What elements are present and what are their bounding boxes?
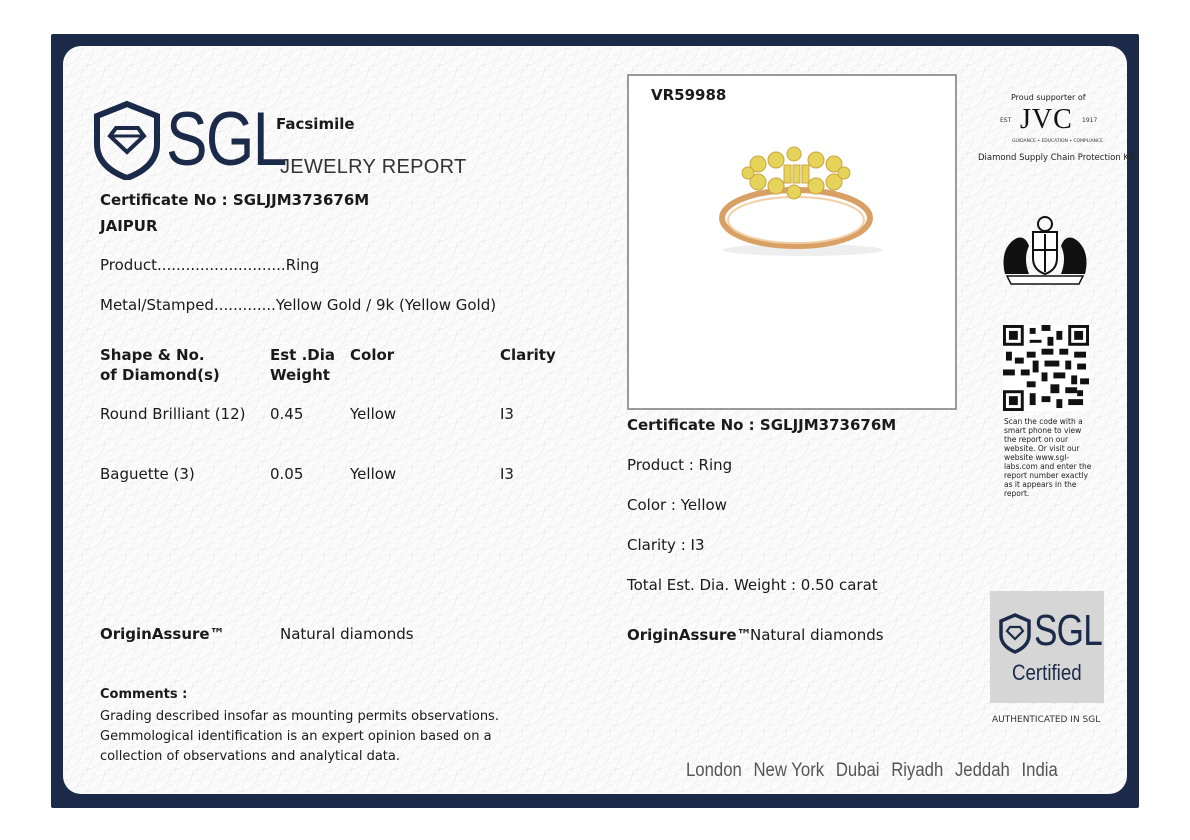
jvc-kit-text: Diamond Supply Chain Protection Kit <box>978 153 1135 163</box>
certificate-number-right: Certificate No : SGLJJM373676M <box>627 416 897 434</box>
certificate-number-left: Certificate No : SGLJJM373676M <box>100 191 370 209</box>
ring-image-icon <box>698 140 908 260</box>
header-weight: Est .Dia Weight <box>270 346 335 384</box>
comments-label: Comments : <box>100 687 188 702</box>
report-title: JEWELRY REPORT <box>280 156 467 178</box>
jvc-year: 1917 <box>1082 117 1098 124</box>
coat-of-arms-icon <box>995 214 1095 286</box>
table-row-2-weight: 0.05 <box>270 465 304 483</box>
total-weight-detail: Total Est. Dia. Weight : 0.50 carat <box>627 576 878 594</box>
product-line: Product...........................Ring <box>100 256 320 274</box>
certified-label: Certified <box>1012 660 1082 685</box>
origin-assure-value-left: Natural diamonds <box>280 625 414 643</box>
qr-code-icon[interactable] <box>1003 325 1089 411</box>
supporter-text: Proud supporter of <box>1011 93 1086 102</box>
table-row-1-clarity: I3 <box>500 405 514 423</box>
city-dubai: Dubai <box>835 760 880 781</box>
origin-assure-value-right: Natural diamonds <box>750 626 884 644</box>
header-clarity: Clarity <box>500 346 556 364</box>
sgl-shield-logo-icon <box>93 100 161 180</box>
jvc-tagline: GUIDANCE • EDUCATION • COMPLIANCE <box>1012 139 1103 144</box>
color-detail: Color : Yellow <box>627 496 727 514</box>
table-row-1-color: Yellow <box>350 405 397 423</box>
authenticated-text: AUTHENTICATED IN SGL <box>992 715 1101 725</box>
comment-line: Grading described insofar as mounting permits observations. <box>100 709 499 724</box>
table-row-1-weight: 0.45 <box>270 405 304 423</box>
metal-stamped-line: Metal/Stamped.............Yellow Gold / 9k (Yellow Gold) <box>100 296 497 314</box>
city-riyadh: Riyadh <box>891 760 944 781</box>
office-locations <box>686 760 1065 782</box>
jvc-logo: JVC <box>1020 104 1073 135</box>
header-color: Color <box>350 346 395 364</box>
city-jeddah: Jeddah <box>954 760 1010 781</box>
comment-line: Gemmological identification is an expert opinion based on a <box>100 729 492 744</box>
facsimile-label: Facsimile <box>276 115 355 133</box>
qr-instructions: Scan the code with a smart phone to view the report on our website. Or visit our website www.sgl-labs.com and enter the report number exactly as it appears in the report. <box>1004 417 1092 498</box>
header-shape: Shape & No. of Diamond(s) <box>100 346 220 384</box>
table-row-2-shape: Baguette (3) <box>100 465 195 483</box>
jvc-est: EST <box>1000 117 1012 124</box>
table-row-2-clarity: I3 <box>500 465 514 483</box>
origin-assure-label-left: OriginAssure™ <box>100 625 225 643</box>
city-india: India <box>1021 760 1058 781</box>
certified-brand-text: SGL <box>1034 606 1103 655</box>
table-row-2-color: Yellow <box>350 465 397 483</box>
product-sku: VR59988 <box>651 86 727 104</box>
sgl-brand-text: SGL <box>166 97 286 182</box>
issuing-city: JAIPUR <box>100 217 158 235</box>
product-detail: Product : Ring <box>627 456 733 474</box>
certified-shield-icon <box>998 612 1032 654</box>
city-new-york: New York <box>753 760 825 781</box>
clarity-detail: Clarity : I3 <box>627 536 705 554</box>
table-row-1-shape: Round Brilliant (12) <box>100 405 246 423</box>
comments-text <box>100 707 499 767</box>
comment-line: collection of observations and analytical data. <box>100 749 401 764</box>
city-london: London <box>686 760 742 781</box>
origin-assure-label-right: OriginAssure™ <box>627 626 752 644</box>
